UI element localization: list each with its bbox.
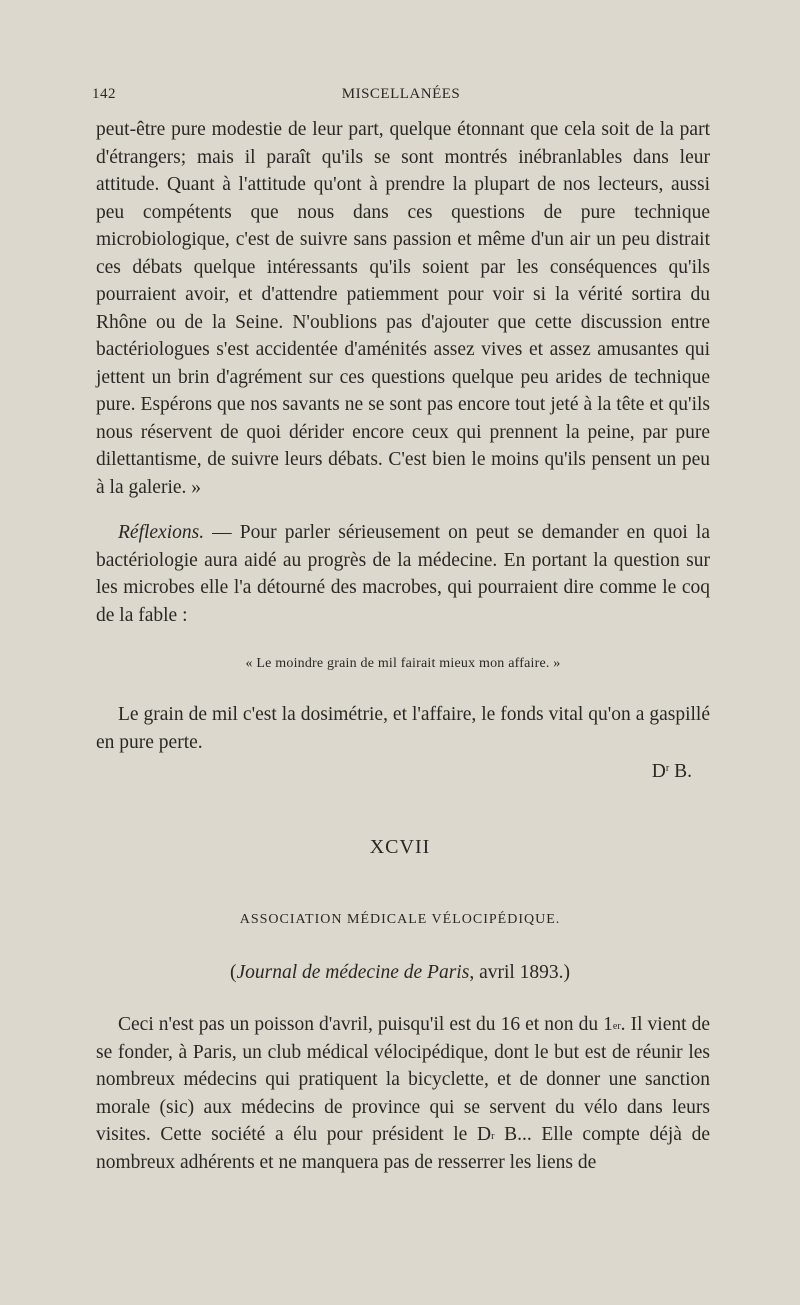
journal-name: Journal de médecine de Paris: [236, 962, 470, 983]
source-citation: (Journal de médecine de Paris, avril 1893.): [229, 962, 571, 983]
paragraph-text: peut-être pure modestie de leur part, quelque étonnant que cela soit de la part d'étrangers; mais il paraît qu'ils se sont montrés inébranlables dans leur attitude. Quant à l'attitude qu'ont à prendre la plupart de nos lecteurs, aussi peu compétents que nous dans ces questions de pure technique microbiologique, c'est de suivre sans passion et même d'un air un peu distrait ces débats quelque intéressants qu'ils soient par les conséquences qu'ils pourraient avoir, et d'attendre patiemment pour voir si la vérité sortira du Rhône ou de la Seine. N'oublions pas d'ajouter que cette discussion entre bactériologues s'est accidentée d'aménités assez vives et assez amusantes qui jettent un brin d'agrément sur ces questions quelque peu arides de technique pure. Espérons que nos savants ne se sont pas encore tout jeté à la tête et qu'ils nous réservent de quoi dérider encore ceux qui prennent la peine, par pure dilettantisme, de suivre leurs débats. C'est bien le moins qu'ils pensent un peu à la galerie. »: [96, 119, 710, 498]
article-paragraph: Ceci n'est pas un poisson d'avril, puisqu'il est du 16 et non du 1er. Il vient de se fonder, à Paris, un club médical vélocipédique, dont le but est de réunir les nombreux médecins qui pratiquent la bicyclette, et de donner une sanction morale (sic) aux médecins de province qui se servent du vélo dans leurs visites. Cette société a élu pour président le $D^r$ B... Elle compte déjà de nombreux adhérents et ne manquera pas de resserrer les liens de: [96, 1014, 710, 1173]
running-title: MISCELLANÉES: [341, 86, 461, 102]
running-header: [92, 86, 710, 108]
reflexions-paragraph: [96, 519, 710, 629]
page-number: 142: [92, 86, 116, 102]
reflexions-text: — Pour parler sérieusement on peut se demander en quoi la bactériologie aura aidé au progrès de la médecine. En portant la question sur les microbes elle l'a détourné des macrobes, qui pourraient dire comme le coq de la fable :: [96, 522, 710, 626]
section-numeral: XCVII: [369, 836, 431, 858]
reflexions-label: Réflexions.: [118, 522, 205, 543]
conclusion-text: Le grain de mil c'est la dosimétrie, et l'affaire, le fonds vital qu'on a gaspillé en pure perte.: [96, 704, 710, 753]
fable-quote: « Le moindre grain de mil fairait mieux mon affaire. »: [245, 656, 561, 671]
conclusion-paragraph: [96, 701, 710, 756]
author-signature: $D^r$ B.: [651, 761, 692, 782]
section-title: ASSOCIATION MÉDICALE VÉLOCIPÉDIQUE.: [239, 912, 561, 927]
paragraph-continued: [96, 116, 710, 501]
